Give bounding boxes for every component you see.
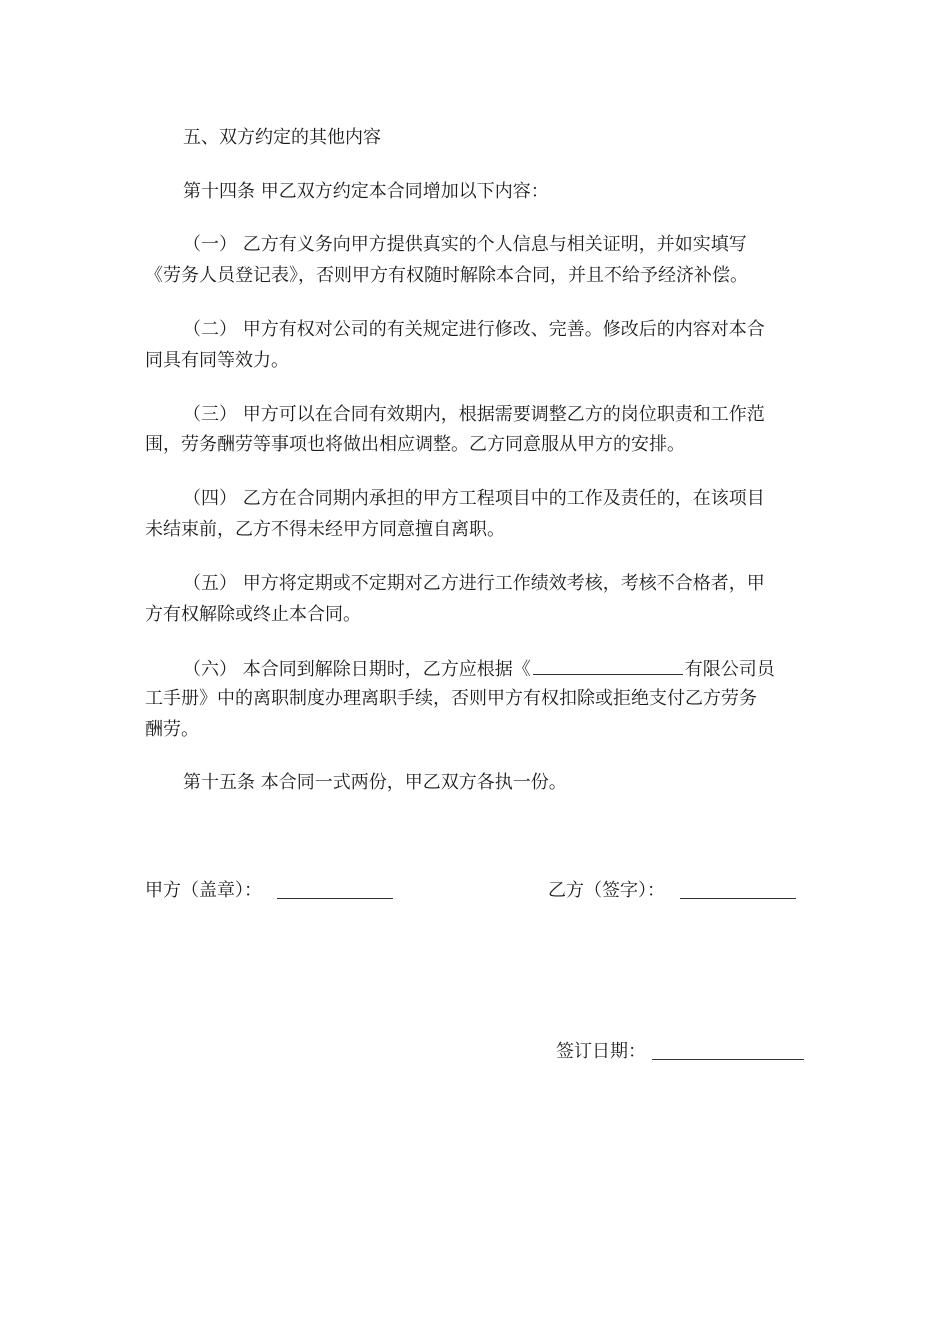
- clause-4-line-1: （四） 乙方在合同期内承担的甲方工程项目中的工作及责任的，在该项目: [183, 488, 765, 509]
- sign-date-label: 签订日期：: [556, 1041, 646, 1062]
- clause-6-line-1-suffix: 有限公司员: [684, 659, 775, 680]
- party-b-signature-blank: [680, 897, 796, 899]
- clause-5-line-2: 方有权解除或终止本合同。: [145, 604, 361, 625]
- clause-3-line-2: 围，劳务酬劳等事项也将做出相应调整。乙方同意服从甲方的安排。: [145, 434, 685, 455]
- clause-2-line-2: 同具有同等效力。: [145, 350, 289, 371]
- clause-4-line-2: 未结束前，乙方不得未经甲方同意擅自离职。: [145, 519, 505, 540]
- clause-6-line-1: [183, 656, 775, 682]
- article-15-text: 第十五条 本合同一式两份，甲乙双方各执一份。: [183, 772, 567, 793]
- clause-6-line-2: 工手册》中的离职制度办理离职手续，否则甲方有权扣除或拒绝支付乙方劳务: [145, 688, 757, 709]
- clause-6-line-3: 酬劳。: [145, 719, 199, 740]
- sign-date-blank: [652, 1058, 804, 1060]
- clause-6-line-1-prefix: （六） 本合同到解除日期时，乙方应根据《: [183, 659, 531, 680]
- article-14-heading: 第十四条 甲乙双方约定本合同增加以下内容：: [183, 181, 549, 202]
- clause-3-line-1: （三） 甲方可以在合同有效期内，根据需要调整乙方的岗位职责和工作范: [183, 404, 765, 425]
- clause-1-line-1: （一） 乙方有义务向甲方提供真实的个人信息与相关证明，并如实填写: [183, 234, 747, 255]
- clause-2-line-1: （二） 甲方有权对公司的有关规定进行修改、完善。修改后的内容对本合: [183, 319, 765, 340]
- clause-5-line-1: （五） 甲方将定期或不定期对乙方进行工作绩效考核，考核不合格者，甲: [183, 573, 765, 594]
- party-a-label: 甲方（盖章）：: [145, 880, 262, 901]
- company-name-blank: [533, 656, 683, 675]
- section-title: 五、双方约定的其他内容: [183, 127, 381, 148]
- party-a-signature-blank: [277, 897, 393, 899]
- party-b-label: 乙方（签字）：: [548, 880, 665, 901]
- clause-1-line-2: 《劳务人员登记表》，否则甲方有权随时解除本合同，并且不给予经济补偿。: [145, 265, 748, 286]
